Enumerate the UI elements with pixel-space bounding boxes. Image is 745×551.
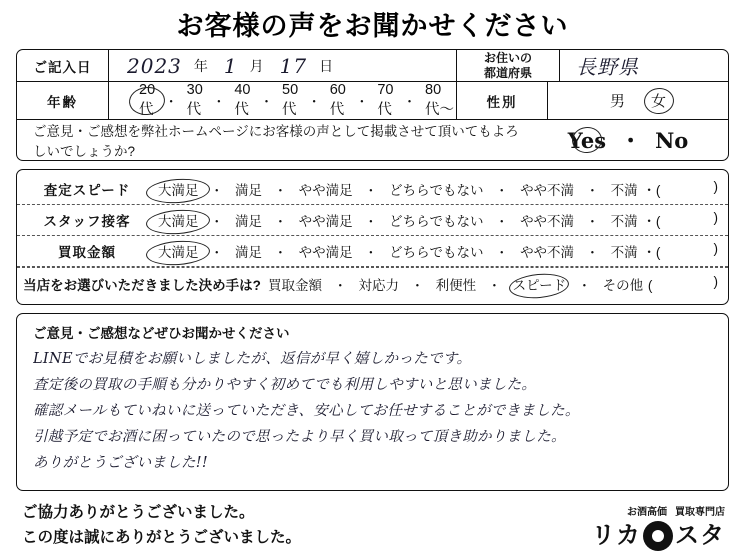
- thanks-line-1: ご協力ありがとうございました。: [22, 504, 255, 521]
- opt-yayafuman[interactable]: やや不満: [520, 183, 575, 198]
- sep: ・: [585, 183, 599, 198]
- opt-dochiratomo[interactable]: どちらでもない: [389, 214, 484, 229]
- opt-fuman[interactable]: 不満: [610, 214, 638, 229]
- reason-option-amount[interactable]: 買取金額: [268, 278, 322, 293]
- opt-yayamanzoku[interactable]: やや満足: [298, 245, 353, 260]
- comment-line: 引越予定でお酒に困っていたので思ったより早く買い取って頂き助かりました。: [33, 429, 566, 445]
- comment-line: LINEでお見積をお願いしましたが、返信が早く嬉しかったです。: [33, 351, 472, 367]
- comment-line: 査定後の買取の手順も分かりやすく初めてでも利用しやすいと思いました。: [33, 377, 537, 393]
- age-option-40[interactable]: 40代: [234, 82, 251, 118]
- opt-manzoku[interactable]: 満足: [235, 245, 263, 260]
- sep: ・: [210, 183, 224, 198]
- opt-daimanzoku[interactable]: 大満足: [158, 214, 199, 229]
- sep: ・: [495, 245, 509, 260]
- opt-yayafuman[interactable]: やや不満: [520, 245, 575, 260]
- consent-option-no[interactable]: No: [655, 127, 689, 153]
- thanks-message: [22, 501, 301, 551]
- sep: ・: [164, 94, 178, 109]
- opt-yayamanzoku[interactable]: やや満足: [298, 214, 353, 229]
- age-sex-row: [17, 82, 728, 120]
- footer: [22, 501, 725, 551]
- sep: ・: [307, 94, 321, 109]
- rating-options-speed[interactable]: [157, 179, 728, 199]
- reason-option-speed[interactable]: スピード: [512, 278, 567, 293]
- reason-other-open: (: [647, 278, 653, 293]
- reason-options[interactable]: [267, 274, 728, 294]
- opt-other-open: ・(: [642, 183, 661, 198]
- opt-dochiratomo[interactable]: どちらでもない: [389, 183, 484, 198]
- consent-options[interactable]: [528, 125, 728, 155]
- age-options[interactable]: [109, 82, 456, 119]
- comment-line: 確認メールもていねいに送っていただき、安心してお任せすることができました。: [33, 403, 580, 419]
- consent-separator: ・: [620, 128, 642, 153]
- opt-other-open: ・(: [642, 214, 661, 229]
- comment-line: ありがとうございました!!: [33, 455, 209, 471]
- sep: ・: [410, 278, 424, 293]
- circle-mark-icon: [643, 521, 673, 551]
- sep: ・: [585, 245, 599, 260]
- sep: ・: [273, 245, 287, 260]
- rating-row-staff: [17, 205, 728, 236]
- age-option-60[interactable]: 60代: [329, 82, 346, 118]
- sep: ・: [210, 214, 224, 229]
- age-option-50[interactable]: 50代: [282, 82, 299, 118]
- consent-question: ご意見・ご感想を弊社ホームページにお客様の声として掲載させて頂いてもよろしいでしょうか?: [33, 124, 519, 159]
- age-option-80plus[interactable]: 80代〜: [425, 82, 455, 118]
- rating-label-amount: 買取金額: [58, 245, 116, 260]
- address-label-line1: お住いの: [483, 50, 532, 65]
- sex-option-female[interactable]: 女: [651, 90, 666, 111]
- opt-other-close: ): [713, 241, 718, 256]
- date-value-area[interactable]: [109, 50, 456, 81]
- opt-yayamanzoku[interactable]: やや満足: [298, 183, 353, 198]
- header-info-block: [16, 49, 729, 161]
- opt-other-close: ): [713, 179, 718, 194]
- sep: ・: [364, 245, 378, 260]
- rating-label-staff: スタッフ接客: [43, 214, 131, 229]
- sep: ・: [212, 94, 226, 109]
- opt-other-open: ・(: [642, 245, 661, 260]
- reason-other-close: ): [713, 274, 718, 289]
- opt-daimanzoku[interactable]: 大満足: [158, 183, 199, 198]
- sep: ・: [495, 183, 509, 198]
- reason-label: 当店をお選びいただきました決め手は?: [23, 278, 261, 293]
- date-address-row: [17, 50, 728, 82]
- date-day-value: 17: [279, 53, 308, 78]
- age-option-30[interactable]: 30代: [186, 82, 203, 118]
- address-value: 長野県: [576, 55, 639, 79]
- reason-option-convenience[interactable]: 利便性: [435, 278, 477, 293]
- rating-row-amount: [17, 236, 728, 267]
- sep: ・: [577, 278, 591, 293]
- sex-options[interactable]: [548, 82, 728, 119]
- opt-dochiratomo[interactable]: どちらでもない: [389, 245, 484, 260]
- opt-fuman[interactable]: 不満: [610, 183, 638, 198]
- thanks-line-2: この度は誠にありがとうございました。: [22, 528, 302, 546]
- sep: ・: [355, 94, 369, 109]
- sep: ・: [333, 278, 347, 293]
- sep: ・: [364, 214, 378, 229]
- rating-label-speed: 査定スピード: [43, 183, 131, 198]
- date-year-value: 2023: [127, 53, 182, 78]
- opt-manzoku[interactable]: 満足: [235, 183, 263, 198]
- sep: ・: [260, 94, 274, 109]
- opt-yayafuman[interactable]: やや不満: [520, 214, 575, 229]
- date-month-unit: 月: [249, 57, 264, 74]
- sep: ・: [403, 94, 417, 109]
- opt-manzoku[interactable]: 満足: [235, 214, 263, 229]
- sep: ・: [364, 183, 378, 198]
- sep: ・: [585, 214, 599, 229]
- consent-option-yes[interactable]: Yes: [567, 127, 607, 153]
- free-comment-block[interactable]: [16, 313, 729, 491]
- rating-options-staff[interactable]: [157, 210, 728, 230]
- address-label-line2: 都道府県: [483, 65, 532, 80]
- address-label: [456, 50, 560, 81]
- reason-row: [17, 267, 728, 300]
- brand-tag-right: 買取専門店: [675, 507, 725, 519]
- ratings-block: [16, 169, 729, 305]
- reason-option-other[interactable]: その他: [602, 278, 644, 293]
- brand-logo-area: [591, 507, 725, 551]
- age-option-20[interactable]: 20代: [137, 82, 158, 119]
- page-title: お客様の声をお聞かせください: [176, 11, 569, 41]
- consent-row: [17, 120, 728, 160]
- brand-name-part1: リカ: [591, 521, 641, 549]
- opt-fuman[interactable]: 不満: [610, 245, 638, 260]
- rating-options-amount[interactable]: [157, 241, 728, 261]
- address-value-area[interactable]: [560, 50, 728, 81]
- age-label: 年齢: [17, 82, 109, 119]
- sep: ・: [487, 278, 501, 293]
- sex-label: 性別: [456, 82, 548, 119]
- sep: ・: [273, 214, 287, 229]
- date-month-value: 1: [223, 53, 238, 78]
- date-year-unit: 年: [193, 57, 208, 74]
- opt-daimanzoku[interactable]: 大満足: [158, 245, 199, 260]
- free-comment-label: ご意見・ご感想などぜひお聞かせください: [33, 326, 290, 341]
- brand-tag-left: お酒高価: [627, 507, 667, 519]
- sex-option-male[interactable]: 男: [609, 93, 625, 110]
- date-day-unit: 日: [319, 57, 334, 74]
- sep: ・: [495, 214, 509, 229]
- free-comment-text: [33, 346, 712, 476]
- date-label: ご記入日: [17, 50, 109, 81]
- opt-other-close: ): [713, 210, 718, 225]
- brand-name-part2: スタ: [675, 521, 725, 549]
- rating-row-speed: [17, 174, 728, 205]
- sep: ・: [210, 245, 224, 260]
- sep: ・: [273, 183, 287, 198]
- reason-option-support[interactable]: 対応力: [358, 278, 400, 293]
- age-option-70[interactable]: 70代: [377, 82, 394, 118]
